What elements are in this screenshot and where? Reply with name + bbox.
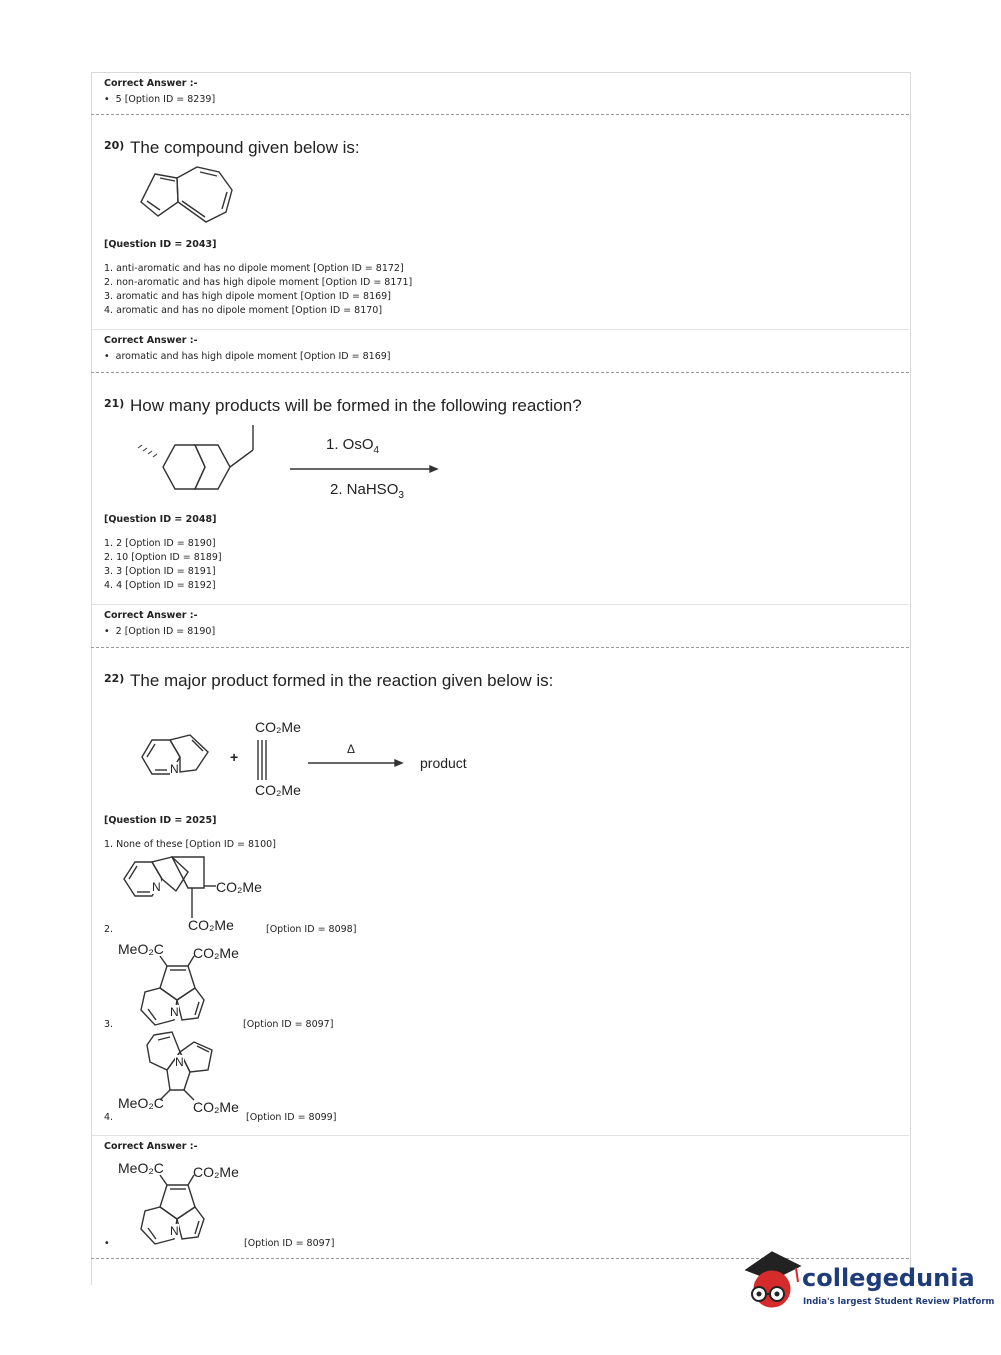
q20-number: 20): [104, 139, 125, 152]
n-atom-label: N: [170, 762, 179, 776]
q21-answer-heading: Correct Answer :-: [104, 610, 198, 621]
divider: [91, 647, 909, 648]
option4-co2me: CO₂Me: [193, 1099, 239, 1115]
divider: [91, 372, 909, 373]
q21-reagent-2: 2. NaHSO$_3$: [330, 481, 404, 501]
q20-question-id: [Question ID = 2043]: [104, 239, 217, 250]
q22-question-id: [Question ID = 2025]: [104, 815, 217, 826]
logo-tagline: India's largest Student Review Platform: [803, 1297, 995, 1307]
q21-option-4: 4. 4 [Option ID = 8192]: [104, 580, 216, 591]
q22-number: 22): [104, 672, 125, 685]
option4-number: 4.: [104, 1112, 114, 1123]
n-atom-label: N: [175, 1055, 184, 1069]
answer-meo2c: MeO₂C: [118, 1160, 164, 1176]
q22-answer-heading: Correct Answer :-: [104, 1141, 198, 1152]
product-label: product: [420, 755, 467, 771]
q19-answer-heading: Correct Answer :-: [104, 78, 198, 89]
answer-co2me: CO₂Me: [193, 1164, 239, 1180]
option4-id: [Option ID = 8099]: [246, 1112, 337, 1123]
q20-option-4: 4. aromatic and has no dipole moment [Option ID = 8170]: [104, 305, 383, 316]
q21-number: 21): [104, 397, 125, 410]
n-atom-label: N: [152, 880, 161, 894]
heat-symbol: Δ: [347, 742, 356, 756]
option2-id: [Option ID = 8098]: [266, 924, 357, 935]
option2-co2me-bottom: CO₂Me: [188, 917, 234, 933]
option3-number: 3.: [104, 1019, 114, 1030]
q22-option-1: 1. None of these [Option ID = 8100]: [104, 839, 276, 850]
option3-co2me: CO₂Me: [193, 945, 239, 961]
answer-id: [Option ID = 8097]: [244, 1238, 335, 1249]
q20-option-2: 2. non-aromatic and has high dipole moment [Option ID = 8171]: [104, 277, 413, 288]
divider: [91, 1135, 909, 1136]
q20-answer: • aromatic and has high dipole moment [Option ID = 8169]: [104, 351, 391, 362]
q20-answer-heading: Correct Answer :-: [104, 335, 198, 346]
answer-bullet: •: [104, 1238, 110, 1249]
q20-option-3: 3. aromatic and has high dipole moment [Option ID = 8169]: [104, 291, 391, 302]
q20-text: The compound given below is:: [130, 138, 360, 157]
logo-mascot-icon: [0, 0, 1, 1]
q21-reagent-1: 1. OsO$_4$: [326, 436, 380, 456]
q22-text: The major product formed in the reaction given below is:: [130, 671, 554, 690]
q21-option-3: 3. 3 [Option ID = 8191]: [104, 566, 216, 577]
option2-co2me-right: CO₂Me: [216, 879, 262, 895]
q21-text: How many products will be formed in the following reaction?: [130, 396, 582, 415]
option2-number: 2.: [104, 924, 114, 935]
option3-meo2c: MeO₂C: [118, 941, 164, 957]
divider: [91, 114, 909, 115]
q21-option-2: 2. 10 [Option ID = 8189]: [104, 552, 222, 563]
option3-id: [Option ID = 8097]: [243, 1019, 334, 1030]
q19-answer-item: • 5 [Option ID = 8239]: [104, 94, 216, 105]
plus-sign: +: [230, 749, 239, 765]
n-atom-label: N: [170, 1224, 179, 1238]
alkyne-top-co2me: CO₂Me: [255, 719, 301, 735]
option4-meo2c: MeO₂C: [118, 1095, 164, 1111]
divider: [91, 604, 909, 605]
q21-question-id: [Question ID = 2048]: [104, 514, 217, 525]
alkyne-bottom-co2me: CO₂Me: [255, 782, 301, 798]
logo-name: collegedunia: [802, 1264, 975, 1292]
q21-answer: • 2 [Option ID = 8190]: [104, 626, 216, 637]
divider: [91, 329, 909, 330]
n-atom-label: N: [170, 1005, 179, 1019]
q20-option-1: 1. anti-aromatic and has no dipole moment [Option ID = 8172]: [104, 263, 404, 274]
q21-option-1: 1. 2 [Option ID = 8190]: [104, 538, 216, 549]
